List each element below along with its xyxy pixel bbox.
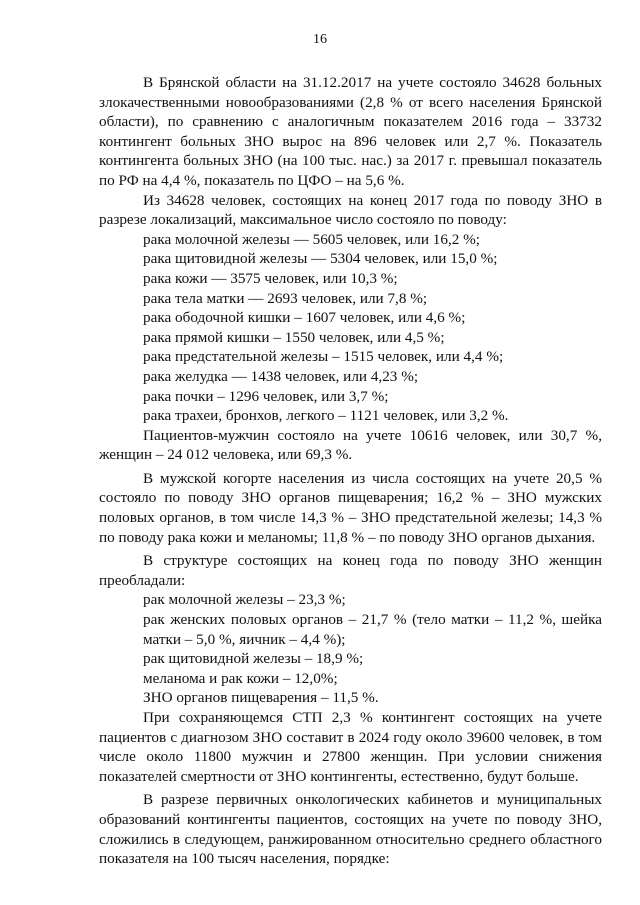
page-number: 16 (313, 32, 327, 47)
list-item: рак щитовидной железы – 18,9 %; (143, 650, 364, 668)
paragraph-forecast: При сохраняющемся СТП 2,3 % контингент состоящих на учете пациентов с диагнозом ЗНО составит в 2024 году около 39600 человек, в том числе около 11800 мужчин и 27800 женщин. При условии снижения показателей смертности от ЗНО контингенты, естественно, будут больше. (99, 709, 602, 785)
list-item: рака тела матки — 2693 человек, или 7,8 %; (143, 289, 428, 307)
list-item: рака молочной железы — 5605 человек, или 16,2 %; (143, 230, 481, 248)
list-item: рака прямой кишки – 1550 человек, или 4,5 %; (143, 328, 445, 346)
paragraph-localization-intro: Из 34628 человек, состоящих на конец 2017 года по поводу ЗНО в разрезе локализаций, максимальное число состояло по поводу: (99, 191, 602, 229)
list-item: рака желудка — 1438 человек, или 4,23 %; (143, 367, 419, 385)
paragraph-municipal-ranking: В разрезе первичных онкологических кабинетов и муниципальных образований контингенты пациентов, состоящих на учете по поводу ЗНО, сложились в следующем, ранжированном относительно среднего областного показателя на 100 тысяч населения, порядке: (99, 791, 602, 868)
list-item: рака щитовидной железы — 5304 человек, или 15,0 %; (143, 250, 498, 268)
paragraph-contingent-overview: В Брянской области на 31.12.2017 на учете состояло 34628 больных злокачественными новообразованиями (2,8 % от всего населения Брянской области), по сравнению с аналогичным показателем 2016 года – 33732 контингент больных ЗНО вырос на 896 человек или 2,7 %. Показатель контингента больных ЗНО (на 100 тыс. нас.) за 2017 г. превышал показатель по РФ на 4,4 %, показатель по ЦФО – на 5,6 %. (99, 74, 602, 189)
list-item: рак молочной железы – 23,3 %; (143, 591, 346, 609)
localization-list (99, 230, 602, 426)
list-item: рака трахеи, бронхов, легкого – 1121 человек, или 3,2 %. (143, 407, 509, 425)
list-item: рака кожи — 3575 человек, или 10,3 %; (143, 269, 398, 287)
list-item: ЗНО органов пищеварения – 11,5 %. (143, 689, 379, 707)
paragraph-gender-split: Пациентов-мужчин состояло на учете 10616 человек, или 30,7 %, женщин – 24 012 человека, или 69,3 %. (99, 426, 602, 464)
list-item: рак женских половых органов – 21,7 % (тело матки – 11,2 %, шейка матки – 5,0 %, яичник – 4,4 %); (143, 611, 602, 648)
list-item: рака почки – 1296 человек, или 3,7 %; (143, 387, 389, 405)
document-body (99, 73, 602, 869)
list-item: рака предстательной железы – 1515 человек, или 4,4 %; (143, 348, 504, 366)
list-item: рака ободочной кишки – 1607 человек, или 4,6 %; (143, 309, 466, 327)
paragraph-male-cohort: В мужской когорте населения из числа состоящих на учете 20,5 % состояло по поводу ЗНО органов пищеварения; 16,2 % – ЗНО мужских половых органов, в том числе 14,3 % – ЗНО предстательной железы; 14,3 % по поводу рака кожи и меланомы; 11,8 % – по поводу ЗНО органов дыхания. (99, 469, 602, 546)
paragraph-female-structure-intro: В структуре состоящих на конец года по поводу ЗНО женщин преобладали: (99, 552, 602, 589)
women-structure-list (99, 590, 602, 708)
list-item: меланома и рак кожи – 12,0%; (143, 669, 338, 687)
